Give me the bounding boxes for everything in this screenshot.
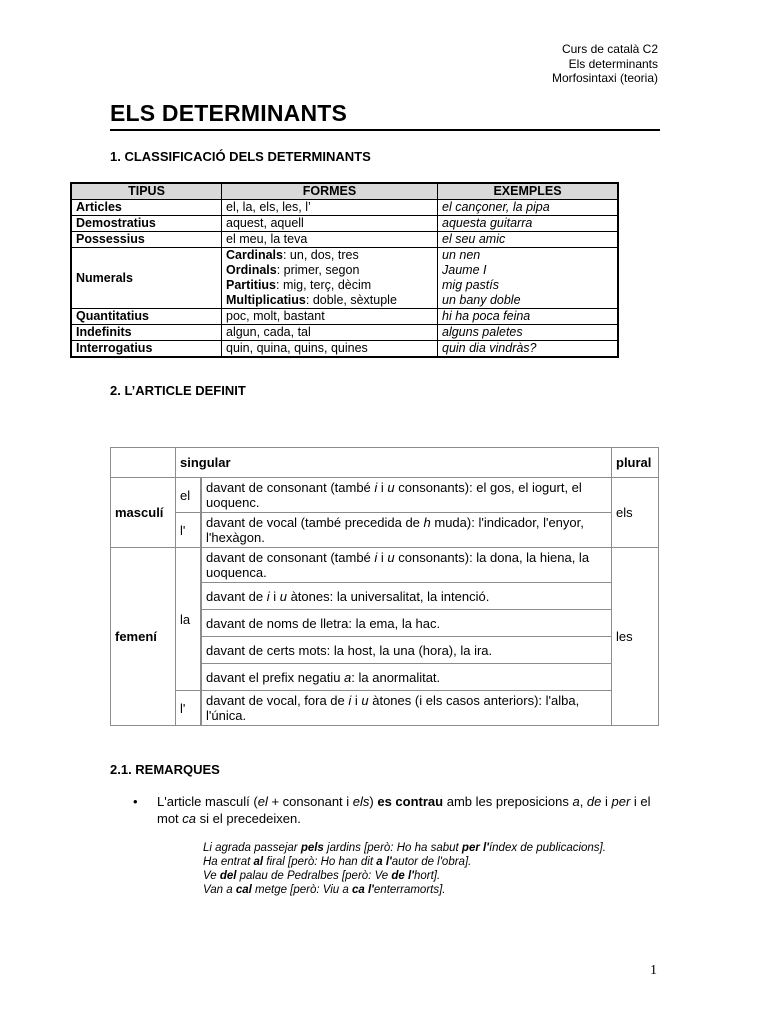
cell-formes bbox=[222, 248, 438, 309]
table-row bbox=[71, 200, 618, 216]
example-line: Van a cal metge [però: Viu a ca l'enterramorts]. bbox=[203, 884, 446, 896]
cell-exemples: hi ha poca feina bbox=[438, 309, 619, 325]
unit-subject: Morfosintaxi (teoria) bbox=[551, 71, 658, 85]
cell-exemples: quin dia vindràs? bbox=[438, 341, 619, 358]
article-form: la bbox=[176, 548, 202, 691]
course-name: Curs de català C2 bbox=[561, 42, 658, 56]
page-number: 1 bbox=[650, 963, 657, 978]
table-header-row bbox=[111, 448, 659, 478]
cell-exemples: aquesta guitarra bbox=[438, 216, 619, 232]
example-line: Ve del palau de Pedralbes [però: Ve de l'hort]. bbox=[203, 870, 441, 882]
table-row bbox=[111, 513, 659, 548]
plural-form: les bbox=[612, 548, 659, 726]
cell-exemples: el cançoner, la pipa bbox=[438, 200, 619, 216]
usage-rule: davant de vocal (també precedida de h muda): l'indicador, l'enyor, l'hexàgon. bbox=[201, 513, 612, 548]
table-row bbox=[71, 232, 618, 248]
definite-article-table bbox=[110, 447, 659, 726]
table-row bbox=[71, 325, 618, 341]
table-row bbox=[71, 216, 618, 232]
cell-tipus: Possessius bbox=[71, 232, 222, 248]
cell-tipus: Demostratius bbox=[71, 216, 222, 232]
usage-rule: davant de vocal, fora de i i u àtones (i els casos anteriors): l'alba, l'única. bbox=[201, 691, 612, 726]
table-row bbox=[71, 248, 618, 309]
cell-formes: algun, cada, tal bbox=[222, 325, 438, 341]
usage-rule: davant el prefix negatiu a: la anormalitat. bbox=[201, 664, 612, 691]
section-2-1-heading: 2.1. REMARQUES bbox=[110, 762, 220, 777]
cell-tipus: Articles bbox=[71, 200, 222, 216]
page-title: ELS DETERMINANTS bbox=[110, 100, 660, 131]
usage-rule: davant de consonant (també i i u consonants): la dona, la hiena, la uoquenca. bbox=[201, 548, 612, 583]
contraction-examples bbox=[203, 841, 606, 897]
usage-rule: davant de noms de lletra: la ema, la hac. bbox=[201, 610, 612, 637]
table-row bbox=[111, 548, 659, 583]
empty-header-cell bbox=[111, 448, 176, 478]
determinants-classification-table bbox=[70, 182, 619, 358]
cell-formes: quin, quina, quins, quines bbox=[222, 341, 438, 358]
column-header: EXEMPLES bbox=[438, 183, 619, 200]
feminine-label: femení bbox=[111, 548, 176, 726]
plural-form: els bbox=[612, 478, 659, 548]
column-header: TIPUS bbox=[71, 183, 222, 200]
cell-tipus: Quantitatius bbox=[71, 309, 222, 325]
example-line: Ha entrat al firal [però: Ho han dit a l'autor de l'obra]. bbox=[203, 856, 472, 868]
numeral-partitius: Partitius: mig, terç, dècim bbox=[226, 278, 372, 292]
table-row bbox=[71, 309, 618, 325]
numeral-cardinals: Cardinals: un, dos, tres bbox=[226, 248, 359, 262]
remark-text: L'article masculí (el + consonant i els) es contrau amb les preposicions a, de i per i el mot ca si el precedeixen. bbox=[157, 794, 651, 826]
cell-tipus: Indefinits bbox=[71, 325, 222, 341]
section-1-heading: 1. CLASSIFICACIÓ DELS DETERMINANTS bbox=[110, 149, 371, 164]
cell-tipus: Interrogatius bbox=[71, 341, 222, 358]
table-header-row bbox=[71, 183, 618, 200]
numeral-ordinals: Ordinals: primer, segon bbox=[226, 263, 360, 277]
singular-header: singular bbox=[176, 448, 612, 478]
cell-formes: el meu, la teva bbox=[222, 232, 438, 248]
cell-exemples: un nen Jaume I mig pastís un bany doble bbox=[438, 248, 619, 309]
unit-name: Els determinants bbox=[568, 56, 658, 71]
usage-rule: davant de i i u àtones: la universalitat, la intenció. bbox=[201, 583, 612, 610]
numeral-multiplicatius: Multiplicatius: doble, sèxtuple bbox=[226, 293, 397, 307]
cell-tipus: Numerals bbox=[71, 248, 222, 309]
cell-formes: poc, molt, bastant bbox=[222, 309, 438, 325]
cell-exemples: el seu amic bbox=[438, 232, 619, 248]
cell-formes: aquest, aquell bbox=[222, 216, 438, 232]
masculine-label: masculí bbox=[111, 478, 176, 548]
article-form: l' bbox=[176, 691, 202, 726]
table-row bbox=[111, 691, 659, 726]
cell-exemples: alguns paletes bbox=[438, 325, 619, 341]
table-row bbox=[71, 341, 618, 358]
section-2-heading: 2. L’ARTICLE DEFINIT bbox=[110, 383, 246, 398]
bullet-marker: • bbox=[133, 794, 138, 809]
article-form: l' bbox=[176, 513, 202, 548]
table-row bbox=[111, 478, 659, 513]
column-header: FORMES bbox=[222, 183, 438, 200]
plural-header: plural bbox=[612, 448, 659, 478]
usage-rule: davant de consonant (també i i u consonants): el gos, el iogurt, el uoquenc. bbox=[201, 478, 612, 513]
article-form: el bbox=[176, 478, 202, 513]
usage-rule: davant de certs mots: la host, la una (hora), la ira. bbox=[201, 637, 612, 664]
document-header bbox=[552, 42, 658, 86]
example-line: Li agrada passejar pels jardins [però: Ho ha sabut per l'índex de publicacions]. bbox=[203, 842, 606, 854]
cell-formes: el, la, els, les, l’ bbox=[222, 200, 438, 216]
